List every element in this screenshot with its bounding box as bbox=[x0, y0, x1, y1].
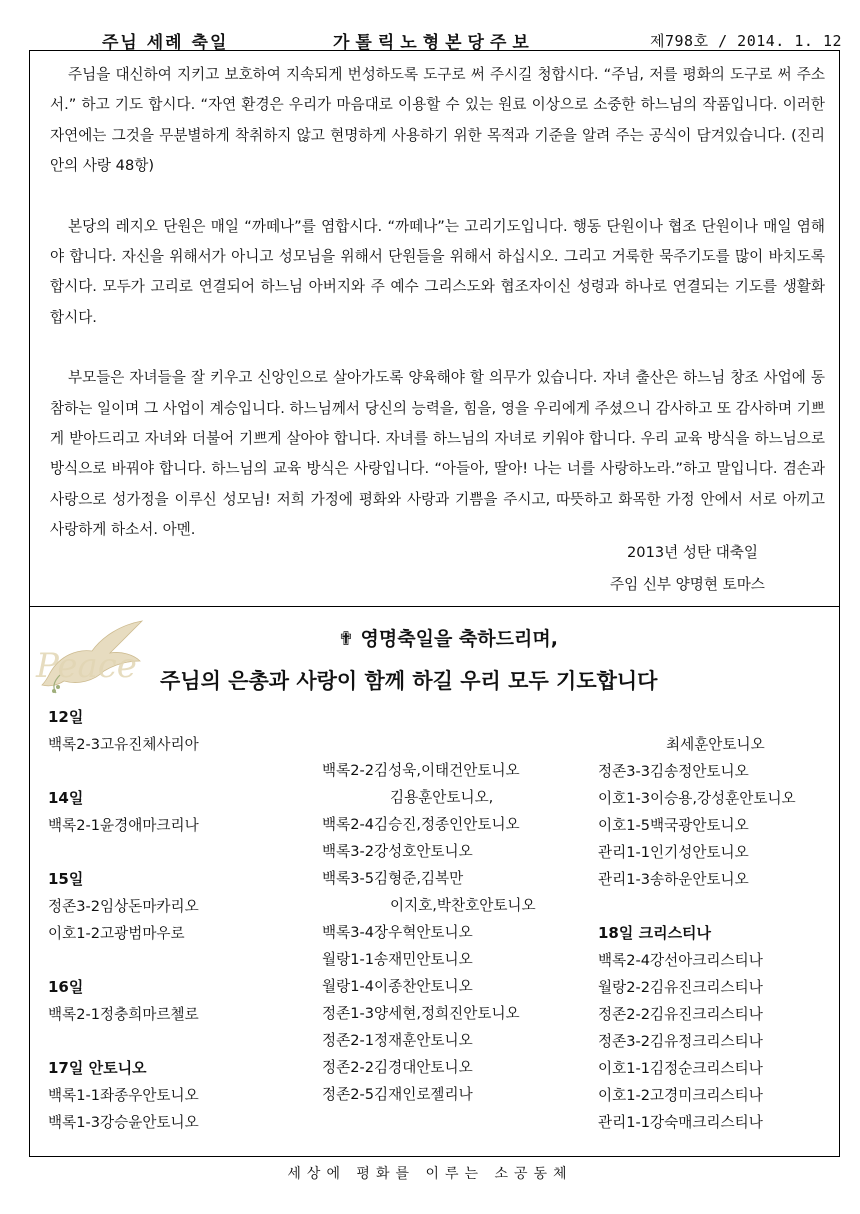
spacer bbox=[598, 893, 796, 920]
feast-entry: 백록2-4강선아크리스티나 bbox=[598, 952, 763, 969]
feast-entry: 백록2-1윤경애마크리나 bbox=[48, 817, 199, 834]
feast-entry: 백록1-1좌종우안토니오 bbox=[48, 1087, 199, 1104]
signature-date: 2013년 성탄 대축일 bbox=[627, 544, 759, 561]
feast-entry: 정존3-2김유정크리스티나 bbox=[598, 1033, 763, 1050]
spacer bbox=[48, 1028, 199, 1055]
day-heading: 14일 bbox=[48, 789, 84, 807]
bulletin-title: 가톨릭노형본당주보 bbox=[333, 33, 535, 53]
section-divider bbox=[29, 606, 840, 607]
feast-entry: 백록3-4장우혁안토니오 bbox=[322, 924, 473, 941]
feast-entry: 정존2-5김재인로젤리나 bbox=[322, 1086, 473, 1103]
feast-entry: 이호1-2고경미크리스티나 bbox=[598, 1087, 763, 1104]
feast-entry: 백록2-1정충희마르첼로 bbox=[48, 1006, 199, 1023]
feast-list-column-1 bbox=[48, 704, 199, 1136]
page-header bbox=[0, 0, 860, 53]
feast-entry: 이호1-2고광범마우로 bbox=[48, 925, 185, 942]
day-heading: 16일 bbox=[48, 978, 84, 996]
message-paragraph-3: 부모들은 자녀들을 잘 키우고 신앙인으로 살아가도록 양육해야 할 의무가 있습니다. 자녀 출산은 하느님 창조 사업에 동참하는 일이며 그 사업이 계승입니다. 하느님께서 당신의 능력을, 힘을, 영을 우리에게 주셨으니 감사하고 또 감사하며 기쁘게 받아드리고 자녀와 더불어 기쁘게 살아야 합니다. 자녀를 하느님의 자녀로 키워야 합니다. 우리 교육 방식을 하느님으로 방식으로 바꿔야 합니다. 하느님의 교육 방식은 사랑입니다. “아들아, 딸아! 나는 너를 사랑하노라.”하고 말입니다. 겸손과 사랑으로 성가정을 이루신 성모님! 저희 가정에 평화와 사랑과 기쁨을 주시고, 따뜻하고 화목한 가정 안에서 서로 아끼고 사랑하게 하소서. 아멘. bbox=[50, 369, 825, 539]
feast-entry: 관리1-1인기성안토니오 bbox=[598, 844, 749, 861]
feast-entry: 이호1-1김정순크리스티나 bbox=[598, 1060, 763, 1077]
feast-entry: 백록3-5김형준,김복만 bbox=[322, 870, 464, 887]
feast-entry: 백록2-2김성욱,이태건안토니오 bbox=[322, 762, 520, 779]
feast-entry: 백록3-2강성호안토니오 bbox=[322, 843, 473, 860]
spacer bbox=[48, 758, 199, 785]
announcement-line-2: 주님의 은총과 사랑이 함께 하길 우리 모두 기도합니다 bbox=[160, 669, 658, 693]
feast-entry: 백록1-3강승윤안토니오 bbox=[48, 1114, 199, 1131]
feast-entry: 김용훈안토니오, bbox=[390, 789, 494, 806]
feast-entry: 이호1-3이승용,강성훈안토니오 bbox=[598, 790, 796, 807]
pastor-message bbox=[50, 60, 825, 546]
feast-entry: 월랑1-4이종찬안토니오 bbox=[322, 978, 473, 995]
footer-motto: 세상에 평화를 이루는 소공동체 bbox=[287, 1166, 573, 1182]
feast-entry: 이지호,박찬호안토니오 bbox=[390, 897, 536, 914]
feast-entry: 관리1-3송하운안토니오 bbox=[598, 871, 749, 888]
feast-entry: 백록2-4김승진,정종인안토니오 bbox=[322, 816, 520, 833]
message-paragraph-2: 본당의 레지오 단원은 매일 “까떼나”를 염합시다. “까떼나”는 고리기도입니다. 행동 단원이나 협조 단원이나 매일 염해야 합니다. 자신을 위해서가 아니고 성모님을 위해서 단원들을 위해서 하십시오. 그리고 거룩한 묵주기도를 많이 바치도록 합시다. 모두가 고리로 연결되어 하느님 아버지와 주 예수 그리스도와 협조자이신 성령과 하나로 연결되는 기도를 생활화 합시다. bbox=[50, 217, 825, 326]
feast-entry: 관리1-1강숙매크리스티나 bbox=[598, 1114, 763, 1131]
feast-entry: 월랑1-1송재민안토니오 bbox=[322, 951, 473, 968]
spacer bbox=[48, 947, 199, 974]
issue-number: 제798호 / 2014. 1. 12 bbox=[650, 32, 843, 50]
peace-logo-text: Peace bbox=[36, 646, 137, 686]
feast-entry: 백록2-3고유진체사리아 bbox=[48, 736, 199, 753]
peace-dove-logo bbox=[30, 615, 150, 705]
feast-entry: 정존3-2임상돈마카리오 bbox=[48, 898, 199, 915]
day-heading: 15일 bbox=[48, 870, 84, 888]
feast-list-column-2 bbox=[322, 757, 536, 1108]
feast-entry: 정존3-3김송정안토니오 bbox=[598, 763, 749, 780]
feast-entry: 월랑2-2김유진크리스티나 bbox=[598, 979, 763, 996]
feast-entry: 최세훈안토니오 bbox=[666, 736, 765, 753]
announcement-line-1: ✟ 영명축일을 축하드리며, bbox=[338, 628, 558, 650]
day-heading: 18일 크리스티나 bbox=[598, 924, 712, 942]
day-heading: 17일 안토니오 bbox=[48, 1059, 147, 1077]
day-heading: 12일 bbox=[48, 708, 84, 726]
feast-list-column-3 bbox=[598, 731, 796, 1136]
feast-entry: 정존2-1정재훈안토니오 bbox=[322, 1032, 473, 1049]
feast-entry: 정존2-2김경대안토니오 bbox=[322, 1059, 473, 1076]
feast-entry: 정존2-2김유진크리스티나 bbox=[598, 1006, 763, 1023]
signature-name: 주임 신부 양명현 토마스 bbox=[610, 576, 765, 593]
spacer bbox=[48, 839, 199, 866]
feast-entry: 정존1-3양세현,정희진안토니오 bbox=[322, 1005, 520, 1022]
message-paragraph-1: 주님을 대신하여 지키고 보호하여 지속되게 번성하도록 도구로 써 주시길 청합시다. “주님, 저를 평화의 도구로 써 주소서.” 하고 기도 합시다. “자연 환경은 우리가 마음대로 이용할 수 있는 원료 이상으로 소중한 하느님의 작품입니다. 이러한 자연에는 그것을 무분별하게 착취하지 않고 현명하게 사용하기 위한 목적과 기준을 알려 주는 공식이 담겨있습니다. (진리안의 사랑 48항) bbox=[50, 66, 825, 175]
feast-entry: 이호1-5백국광안토니오 bbox=[598, 817, 749, 834]
feast-title: 주님 세례 축일 bbox=[102, 33, 229, 53]
